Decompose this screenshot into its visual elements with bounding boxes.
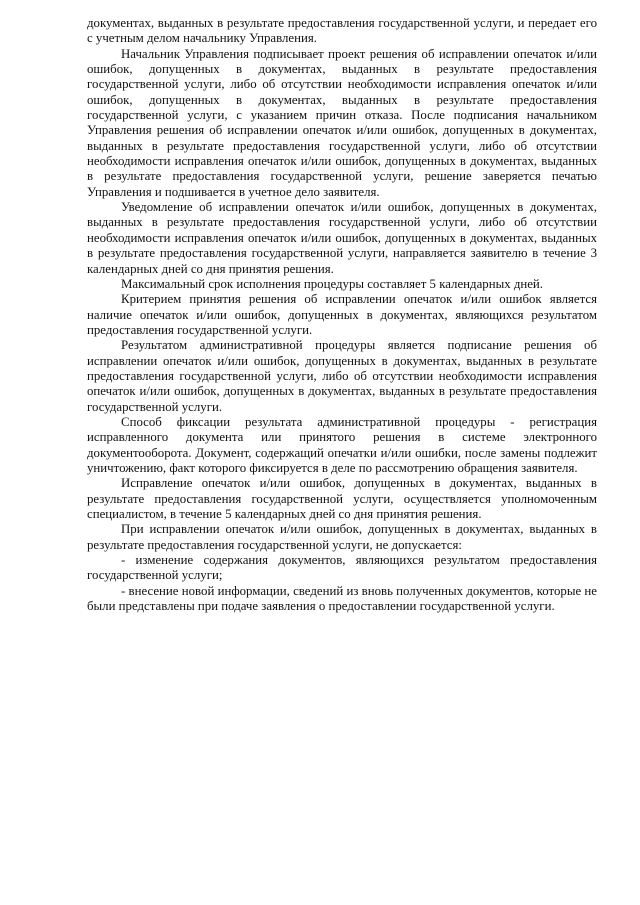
- list-item-content-change: - изменение содержания документов, являющихся результатом предоставления государственной услуги;: [87, 553, 597, 583]
- paragraph-signing-decision: Начальник Управления подписывает проект решения об исправлении опечаток и/или ошибок, допущенных в документах, выданных в результате предоставления государственной услуги, либо об отсутствии необходимости исправления опечаток и/или ошибок, допущенных в документах, выданных в результате предоставления государственной услуги, с указанием причин отказа. После подписания начальником Управления решения об исправлении опечаток и/или ошибок, допущенных в документах, выданных в результате предоставления государственной услуги, либо об отсутствии необходимости исправления опечаток и/или ошибок, допущенных в документах, выданных в результате предоставления государственной услуги, решение заверяется печатью Управления и подшивается в учетное дело заявителя.: [87, 46, 597, 199]
- list-item-new-information: - внесение новой информации, сведений из вновь полученных документов, которые не были представлены при подаче заявления о предоставлении государственной услуги.: [87, 583, 597, 614]
- paragraph-notification: Уведомление об исправлении опечаток и/или ошибок, допущенных в документах, выданных в результате предоставления государственной услуги, либо об отсутствии необходимости исправления опечаток и/или ошибок, допущенных в документах, выданных в результате предоставления государственной услуги, направляется заявителю в течение 3 календарных дней со дня принятия решения.: [87, 200, 597, 276]
- paragraph-procedure-result: Результатом административной процедуры является подписание решения об исправлении опечаток и/или ошибок, допущенных в документах, выданных в результате предоставления государственной услуги, либо об отсутствии необходимости исправления опечаток и/или ошибок, допущенных в документах, выданных в результате предоставления государственной услуги.: [87, 338, 597, 414]
- paragraph-continuation: документах, выданных в результате предоставления государственной услуги, и передает его с учетным делом начальнику Управления.: [87, 16, 597, 46]
- paragraph-max-duration: Максимальный срок исполнения процедуры составляет 5 календарных дней.: [121, 276, 544, 291]
- paragraph-decision-criterion: Критерием принятия решения об исправлении опечаток и/или ошибок является наличие опечаток и/или ошибок, допущенных в документах, являющихся результатом предоставления государственной услуги.: [87, 292, 597, 337]
- paragraph-fixation-method: Способ фиксации результата административной процедуры - регистрация исправленного документа или принятого решения в системе электронного документооборота. Документ, содержащий опечатки и/или ошибки, после замены подлежит уничтожению, факт которого фиксируется в деле по рассмотрению обращения заявителя.: [87, 414, 597, 475]
- paragraph-not-allowed-intro: При исправлении опечаток и/или ошибок, допущенных в документах, выданных в результате предоставления государственной услуги, не допускается:: [87, 522, 597, 552]
- paragraph-correction-execution: Исправление опечаток и/или ошибок, допущенных в документах, выданных в результате предоставления государственной услуги, осуществляется уполномоченным специалистом, в течение 5 календарных дней со дня принятия решения.: [87, 476, 597, 521]
- document-page: [87, 16, 597, 614]
